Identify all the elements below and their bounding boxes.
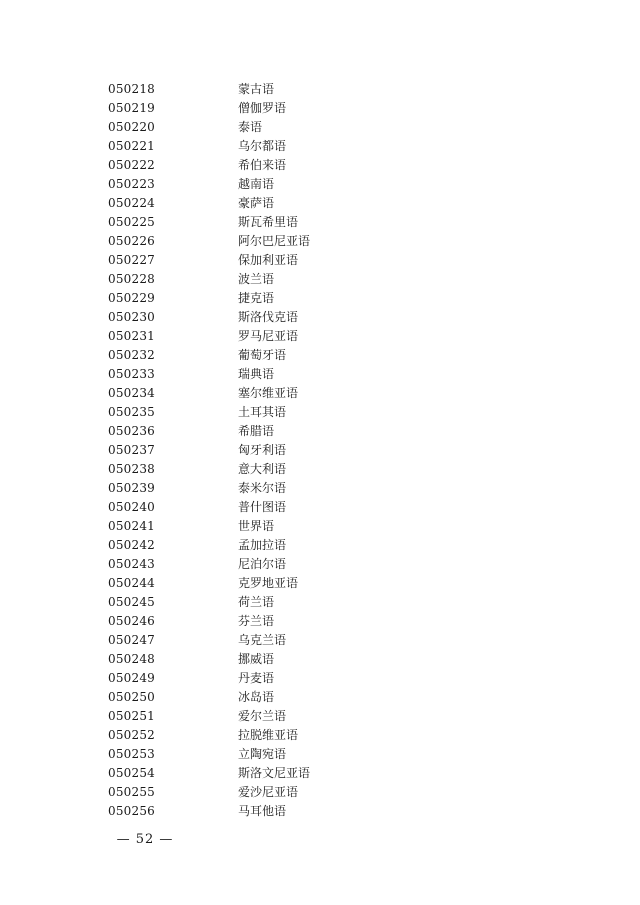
major-name: 斯瓦希里语: [238, 215, 299, 229]
list-item: [108, 612, 528, 631]
major-code: 050234: [108, 386, 156, 400]
list-item: [108, 536, 528, 555]
major-name: 越南语: [238, 177, 275, 191]
major-name: 瑞典语: [238, 367, 275, 381]
list-item: [108, 517, 528, 536]
list-item: [108, 669, 528, 688]
list-item: [108, 479, 528, 498]
list-item: [108, 137, 528, 156]
major-name: 马耳他语: [238, 804, 287, 818]
major-name: 普什图语: [238, 500, 287, 514]
major-code: 050225: [108, 215, 156, 229]
list-item: [108, 289, 528, 308]
major-name: 丹麦语: [238, 671, 275, 685]
list-item: [108, 707, 528, 726]
major-code: 050256: [108, 804, 156, 818]
list-item: [108, 688, 528, 707]
major-name: 孟加拉语: [238, 538, 287, 552]
major-name: 克罗地亚语: [238, 576, 299, 590]
major-code: 050251: [108, 709, 156, 723]
list-item: [108, 460, 528, 479]
major-code: 050235: [108, 405, 156, 419]
list-item: [108, 403, 528, 422]
major-code: 050232: [108, 348, 156, 362]
major-name: 波兰语: [238, 272, 275, 286]
major-code: 050246: [108, 614, 156, 628]
major-name: 芬兰语: [238, 614, 275, 628]
major-code: 050252: [108, 728, 156, 742]
major-name: 冰岛语: [238, 690, 275, 704]
major-name: 爱沙尼亚语: [238, 785, 299, 799]
major-code: 050226: [108, 234, 156, 248]
major-code: 050236: [108, 424, 156, 438]
list-item: [108, 194, 528, 213]
list-item: [108, 175, 528, 194]
list-item: [108, 783, 528, 802]
major-code-list: [108, 80, 528, 821]
major-code: 050222: [108, 158, 156, 172]
list-item: [108, 213, 528, 232]
major-name: 挪威语: [238, 652, 275, 666]
major-code: 050233: [108, 367, 156, 381]
major-code: 050218: [108, 82, 156, 96]
major-code: 050244: [108, 576, 156, 590]
major-code: 050221: [108, 139, 156, 153]
list-item: [108, 802, 528, 821]
list-item: [108, 308, 528, 327]
major-code: 050248: [108, 652, 156, 666]
major-code: 050229: [108, 291, 156, 305]
major-name: 葡萄牙语: [238, 348, 287, 362]
major-name: 意大利语: [238, 462, 287, 476]
major-name: 希伯来语: [238, 158, 287, 172]
major-name: 罗马尼亚语: [238, 329, 299, 343]
major-name: 拉脱维亚语: [238, 728, 299, 742]
major-code: 050220: [108, 120, 156, 134]
major-name: 斯洛伐克语: [238, 310, 299, 324]
list-item: [108, 156, 528, 175]
major-code: 050254: [108, 766, 156, 780]
list-item: [108, 593, 528, 612]
page-number: — 52 —: [116, 832, 174, 847]
list-item: [108, 726, 528, 745]
major-code: 050250: [108, 690, 156, 704]
list-item: [108, 498, 528, 517]
list-item: [108, 555, 528, 574]
major-name: 泰语: [238, 120, 263, 134]
major-code: 050247: [108, 633, 156, 647]
major-name: 豪萨语: [238, 196, 275, 210]
list-item: [108, 232, 528, 251]
major-name: 乌尔都语: [238, 139, 287, 153]
major-code: 050230: [108, 310, 156, 324]
list-item: [108, 574, 528, 593]
major-name: 泰米尔语: [238, 481, 287, 495]
list-item: [108, 327, 528, 346]
major-code: 050243: [108, 557, 156, 571]
major-code: 050231: [108, 329, 156, 343]
major-name: 保加利亚语: [238, 253, 299, 267]
major-name: 荷兰语: [238, 595, 275, 609]
major-name: 僧伽罗语: [238, 101, 287, 115]
major-name: 希腊语: [238, 424, 275, 438]
list-item: [108, 384, 528, 403]
major-name: 土耳其语: [238, 405, 287, 419]
major-name: 乌克兰语: [238, 633, 287, 647]
major-code: 050241: [108, 519, 156, 533]
list-item: [108, 270, 528, 289]
major-name: 爱尔兰语: [238, 709, 287, 723]
major-code: 050249: [108, 671, 156, 685]
list-item: [108, 118, 528, 137]
major-code: 050253: [108, 747, 156, 761]
major-code: 050237: [108, 443, 156, 457]
major-code: 050239: [108, 481, 156, 495]
major-name: 塞尔维亚语: [238, 386, 299, 400]
list-item: [108, 99, 528, 118]
major-code: 050228: [108, 272, 156, 286]
major-code: 050240: [108, 500, 156, 514]
list-item: [108, 422, 528, 441]
list-item: [108, 631, 528, 650]
major-code: 050224: [108, 196, 156, 210]
list-item: [108, 80, 528, 99]
list-item: [108, 745, 528, 764]
major-code: 050242: [108, 538, 156, 552]
list-item: [108, 251, 528, 270]
list-item: [108, 365, 528, 384]
major-code: 050219: [108, 101, 156, 115]
major-name: 阿尔巴尼亚语: [238, 234, 311, 248]
list-item: [108, 441, 528, 460]
major-name: 斯洛文尼亚语: [238, 766, 311, 780]
list-item: [108, 650, 528, 669]
major-name: 立陶宛语: [238, 747, 287, 761]
major-name: 蒙古语: [238, 82, 275, 96]
major-code: 050238: [108, 462, 156, 476]
major-name: 尼泊尔语: [238, 557, 287, 571]
list-item: [108, 764, 528, 783]
major-code: 050255: [108, 785, 156, 799]
major-code: 050223: [108, 177, 156, 191]
major-code: 050227: [108, 253, 156, 267]
major-code: 050245: [108, 595, 156, 609]
list-item: [108, 346, 528, 365]
major-name: 捷克语: [238, 291, 275, 305]
major-name: 世界语: [238, 519, 275, 533]
major-name: 匈牙利语: [238, 443, 287, 457]
